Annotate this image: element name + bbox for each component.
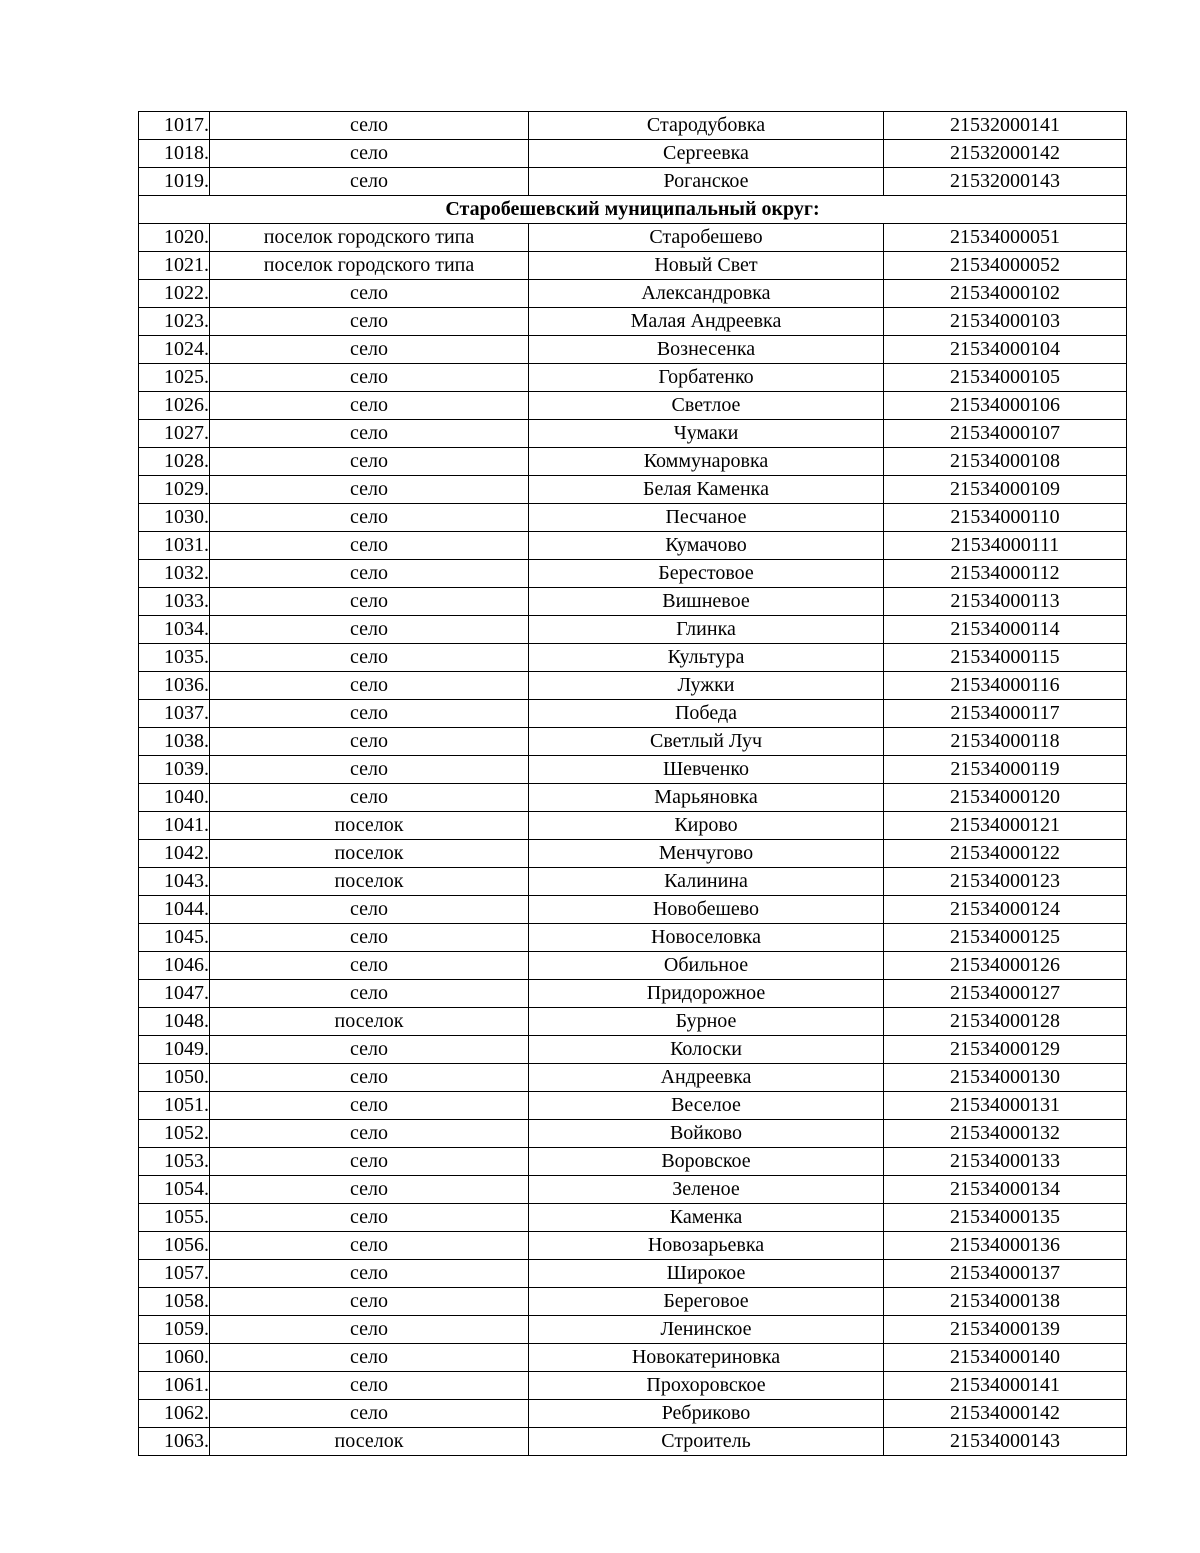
settlement-type: село <box>210 1204 529 1232</box>
row-number: 1047. <box>139 980 210 1008</box>
settlement-type: поселок <box>210 1428 529 1456</box>
settlement-code: 21534000142 <box>884 1400 1127 1428</box>
settlement-code: 21534000109 <box>884 476 1127 504</box>
table-row <box>139 756 1127 784</box>
row-number: 1043. <box>139 868 210 896</box>
row-number: 1018. <box>139 140 210 168</box>
row-number: 1045. <box>139 924 210 952</box>
settlement-name: Придорожное <box>529 980 884 1008</box>
row-number: 1029. <box>139 476 210 504</box>
settlement-type: село <box>210 280 529 308</box>
settlement-code: 21534000115 <box>884 644 1127 672</box>
row-number: 1033. <box>139 588 210 616</box>
settlement-code: 21534000131 <box>884 1092 1127 1120</box>
settlement-name: Стародубовка <box>529 112 884 140</box>
settlement-name: Ребриково <box>529 1400 884 1428</box>
table-row <box>139 1344 1127 1372</box>
row-number: 1060. <box>139 1344 210 1372</box>
settlement-name: Бурное <box>529 1008 884 1036</box>
row-number: 1061. <box>139 1372 210 1400</box>
settlement-name: Зеленое <box>529 1176 884 1204</box>
table-row <box>139 1148 1127 1176</box>
settlement-name: Малая Андреевка <box>529 308 884 336</box>
settlement-name: Вознесенка <box>529 336 884 364</box>
table-row <box>139 420 1127 448</box>
settlement-type: село <box>210 1064 529 1092</box>
table-row <box>139 868 1127 896</box>
table-row <box>139 588 1127 616</box>
table-row <box>139 308 1127 336</box>
row-number: 1032. <box>139 560 210 588</box>
table-row <box>139 1400 1127 1428</box>
row-number: 1056. <box>139 1232 210 1260</box>
settlement-type: село <box>210 896 529 924</box>
settlement-type: село <box>210 504 529 532</box>
row-number: 1022. <box>139 280 210 308</box>
table-row <box>139 1204 1127 1232</box>
row-number: 1024. <box>139 336 210 364</box>
settlement-name: Старобешево <box>529 224 884 252</box>
row-number: 1040. <box>139 784 210 812</box>
table-row <box>139 700 1127 728</box>
table-row <box>139 980 1127 1008</box>
settlement-code: 21534000140 <box>884 1344 1127 1372</box>
settlement-code: 21534000137 <box>884 1260 1127 1288</box>
settlement-code: 21534000113 <box>884 588 1127 616</box>
settlement-name: Светлый Луч <box>529 728 884 756</box>
settlement-code: 21534000132 <box>884 1120 1127 1148</box>
table-row <box>139 1120 1127 1148</box>
settlement-code: 21534000104 <box>884 336 1127 364</box>
settlement-code: 21534000126 <box>884 952 1127 980</box>
settlement-name: Берестовое <box>529 560 884 588</box>
table-row <box>139 1232 1127 1260</box>
row-number: 1051. <box>139 1092 210 1120</box>
table-row <box>139 840 1127 868</box>
settlement-name: Культура <box>529 644 884 672</box>
settlement-name: Менчугово <box>529 840 884 868</box>
table-body-after <box>139 224 1127 1456</box>
table-row <box>139 1176 1127 1204</box>
settlement-code: 21534000103 <box>884 308 1127 336</box>
settlement-name: Коммунаровка <box>529 448 884 476</box>
settlements-table <box>138 111 1127 1456</box>
settlement-name: Горбатенко <box>529 364 884 392</box>
row-number: 1052. <box>139 1120 210 1148</box>
settlement-name: Сергеевка <box>529 140 884 168</box>
table-row <box>139 532 1127 560</box>
table-row <box>139 112 1127 140</box>
settlement-type: село <box>210 560 529 588</box>
table-row <box>139 1036 1127 1064</box>
settlement-name: Песчаное <box>529 504 884 532</box>
settlement-name: Колоски <box>529 1036 884 1064</box>
row-number: 1062. <box>139 1400 210 1428</box>
settlement-name: Широкое <box>529 1260 884 1288</box>
settlement-type: село <box>210 700 529 728</box>
settlement-name: Новобешево <box>529 896 884 924</box>
settlement-name: Новый Свет <box>529 252 884 280</box>
settlement-name: Новоселовка <box>529 924 884 952</box>
settlement-code: 21534000121 <box>884 812 1127 840</box>
table-row <box>139 448 1127 476</box>
row-number: 1030. <box>139 504 210 532</box>
settlement-name: Победа <box>529 700 884 728</box>
table-row <box>139 1428 1127 1456</box>
settlement-name: Новокатериновка <box>529 1344 884 1372</box>
settlement-type: село <box>210 952 529 980</box>
settlement-name: Береговое <box>529 1288 884 1316</box>
settlement-type: поселок городского типа <box>210 252 529 280</box>
settlement-code: 21534000135 <box>884 1204 1127 1232</box>
settlement-type: село <box>210 476 529 504</box>
table-body-before <box>139 112 1127 196</box>
table-row <box>139 1064 1127 1092</box>
settlement-type: село <box>210 1260 529 1288</box>
settlement-code: 21534000139 <box>884 1316 1127 1344</box>
settlement-name: Прохоровское <box>529 1372 884 1400</box>
settlement-code: 21534000124 <box>884 896 1127 924</box>
settlement-code: 21534000118 <box>884 728 1127 756</box>
table-row <box>139 616 1127 644</box>
settlement-code: 21534000130 <box>884 1064 1127 1092</box>
settlement-name: Кирово <box>529 812 884 840</box>
settlement-type: село <box>210 1344 529 1372</box>
row-number: 1042. <box>139 840 210 868</box>
row-number: 1038. <box>139 728 210 756</box>
settlement-name: Марьяновка <box>529 784 884 812</box>
table-row <box>139 1372 1127 1400</box>
settlement-code: 21534000114 <box>884 616 1127 644</box>
row-number: 1019. <box>139 168 210 196</box>
settlement-type: село <box>210 448 529 476</box>
settlement-code: 21534000108 <box>884 448 1127 476</box>
settlement-code: 21534000102 <box>884 280 1127 308</box>
settlement-code: 21534000111 <box>884 532 1127 560</box>
settlement-name: Глинка <box>529 616 884 644</box>
settlement-type: село <box>210 1232 529 1260</box>
table-row <box>139 1008 1127 1036</box>
settlement-name: Строитель <box>529 1428 884 1456</box>
table-row <box>139 168 1127 196</box>
row-number: 1031. <box>139 532 210 560</box>
row-number: 1055. <box>139 1204 210 1232</box>
row-number: 1027. <box>139 420 210 448</box>
row-number: 1048. <box>139 1008 210 1036</box>
settlement-name: Белая Каменка <box>529 476 884 504</box>
table-row <box>139 1092 1127 1120</box>
settlement-code: 21534000116 <box>884 672 1127 700</box>
row-number: 1049. <box>139 1036 210 1064</box>
settlement-type: село <box>210 924 529 952</box>
settlement-type: село <box>210 308 529 336</box>
settlement-type: село <box>210 980 529 1008</box>
table-row <box>139 364 1127 392</box>
settlement-name: Кумачово <box>529 532 884 560</box>
settlement-code: 21534000123 <box>884 868 1127 896</box>
row-number: 1020. <box>139 224 210 252</box>
settlement-code: 21534000051 <box>884 224 1127 252</box>
row-number: 1054. <box>139 1176 210 1204</box>
settlement-name: Войково <box>529 1120 884 1148</box>
settlement-type: село <box>210 420 529 448</box>
settlement-type: село <box>210 1176 529 1204</box>
settlement-type: поселок <box>210 812 529 840</box>
table-row <box>139 728 1127 756</box>
settlement-type: село <box>210 644 529 672</box>
settlement-code: 21534000143 <box>884 1428 1127 1456</box>
settlement-type: село <box>210 1036 529 1064</box>
table-row <box>139 336 1127 364</box>
table-row <box>139 476 1127 504</box>
settlement-type: село <box>210 336 529 364</box>
settlement-code: 21534000052 <box>884 252 1127 280</box>
settlement-code: 21534000134 <box>884 1176 1127 1204</box>
row-number: 1046. <box>139 952 210 980</box>
settlement-code: 21534000133 <box>884 1148 1127 1176</box>
row-number: 1021. <box>139 252 210 280</box>
section-body <box>139 196 1127 224</box>
settlement-type: село <box>210 1120 529 1148</box>
settlement-name: Веселое <box>529 1092 884 1120</box>
table-row <box>139 1260 1127 1288</box>
row-number: 1025. <box>139 364 210 392</box>
row-number: 1036. <box>139 672 210 700</box>
settlement-code: 21534000110 <box>884 504 1127 532</box>
settlement-name: Александровка <box>529 280 884 308</box>
settlement-code: 21534000128 <box>884 1008 1127 1036</box>
table-row <box>139 560 1127 588</box>
row-number: 1053. <box>139 1148 210 1176</box>
settlement-code: 21534000106 <box>884 392 1127 420</box>
row-number: 1041. <box>139 812 210 840</box>
settlement-type: поселок <box>210 1008 529 1036</box>
table-row <box>139 280 1127 308</box>
settlement-name: Ленинское <box>529 1316 884 1344</box>
settlement-type: поселок городского типа <box>210 224 529 252</box>
settlement-type: село <box>210 532 529 560</box>
settlement-type: село <box>210 728 529 756</box>
settlement-name: Воровское <box>529 1148 884 1176</box>
settlement-name: Андреевка <box>529 1064 884 1092</box>
section-title: Старобешевский муниципальный округ: <box>139 196 1127 224</box>
row-number: 1026. <box>139 392 210 420</box>
settlement-code: 21534000125 <box>884 924 1127 952</box>
settlement-name: Светлое <box>529 392 884 420</box>
table-row <box>139 644 1127 672</box>
settlement-name: Калинина <box>529 868 884 896</box>
settlement-type: село <box>210 616 529 644</box>
settlement-code: 21534000107 <box>884 420 1127 448</box>
settlement-type: село <box>210 392 529 420</box>
settlement-name: Чумаки <box>529 420 884 448</box>
row-number: 1035. <box>139 644 210 672</box>
settlement-code: 21532000142 <box>884 140 1127 168</box>
settlement-type: село <box>210 364 529 392</box>
settlement-type: поселок <box>210 868 529 896</box>
settlement-type: село <box>210 140 529 168</box>
settlement-code: 21532000143 <box>884 168 1127 196</box>
settlement-type: село <box>210 784 529 812</box>
settlement-name: Роганское <box>529 168 884 196</box>
settlement-code: 21534000112 <box>884 560 1127 588</box>
settlement-code: 21534000122 <box>884 840 1127 868</box>
row-number: 1037. <box>139 700 210 728</box>
settlement-code: 21534000141 <box>884 1372 1127 1400</box>
row-number: 1058. <box>139 1288 210 1316</box>
settlement-type: село <box>210 588 529 616</box>
settlement-code: 21534000119 <box>884 756 1127 784</box>
table-row <box>139 1316 1127 1344</box>
settlement-name: Вишневое <box>529 588 884 616</box>
settlement-name: Лужки <box>529 672 884 700</box>
table-row <box>139 140 1127 168</box>
row-number: 1039. <box>139 756 210 784</box>
settlement-type: село <box>210 1288 529 1316</box>
settlement-type: село <box>210 168 529 196</box>
row-number: 1057. <box>139 1260 210 1288</box>
table-row <box>139 784 1127 812</box>
settlement-name: Обильное <box>529 952 884 980</box>
settlement-type: село <box>210 112 529 140</box>
settlement-name: Новозарьевка <box>529 1232 884 1260</box>
table-row <box>139 952 1127 980</box>
settlement-code: 21534000117 <box>884 700 1127 728</box>
row-number: 1050. <box>139 1064 210 1092</box>
settlement-type: село <box>210 1092 529 1120</box>
row-number: 1044. <box>139 896 210 924</box>
table-row <box>139 812 1127 840</box>
settlement-type: село <box>210 1400 529 1428</box>
table-row <box>139 392 1127 420</box>
settlement-code: 21534000138 <box>884 1288 1127 1316</box>
settlement-type: поселок <box>210 840 529 868</box>
row-number: 1017. <box>139 112 210 140</box>
row-number: 1023. <box>139 308 210 336</box>
settlement-name: Шевченко <box>529 756 884 784</box>
settlement-type: село <box>210 1372 529 1400</box>
row-number: 1063. <box>139 1428 210 1456</box>
settlement-type: село <box>210 672 529 700</box>
table-row <box>139 504 1127 532</box>
section-row <box>139 196 1127 224</box>
table-row <box>139 896 1127 924</box>
table-row <box>139 252 1127 280</box>
settlement-code: 21534000129 <box>884 1036 1127 1064</box>
settlement-type: село <box>210 1148 529 1176</box>
row-number: 1034. <box>139 616 210 644</box>
table-row <box>139 1288 1127 1316</box>
table-row <box>139 924 1127 952</box>
settlement-code: 21532000141 <box>884 112 1127 140</box>
table-row <box>139 224 1127 252</box>
settlement-name: Каменка <box>529 1204 884 1232</box>
settlement-code: 21534000136 <box>884 1232 1127 1260</box>
row-number: 1059. <box>139 1316 210 1344</box>
settlement-type: село <box>210 1316 529 1344</box>
table-row <box>139 672 1127 700</box>
settlement-code: 21534000120 <box>884 784 1127 812</box>
settlement-code: 21534000127 <box>884 980 1127 1008</box>
settlement-type: село <box>210 756 529 784</box>
settlement-code: 21534000105 <box>884 364 1127 392</box>
row-number: 1028. <box>139 448 210 476</box>
